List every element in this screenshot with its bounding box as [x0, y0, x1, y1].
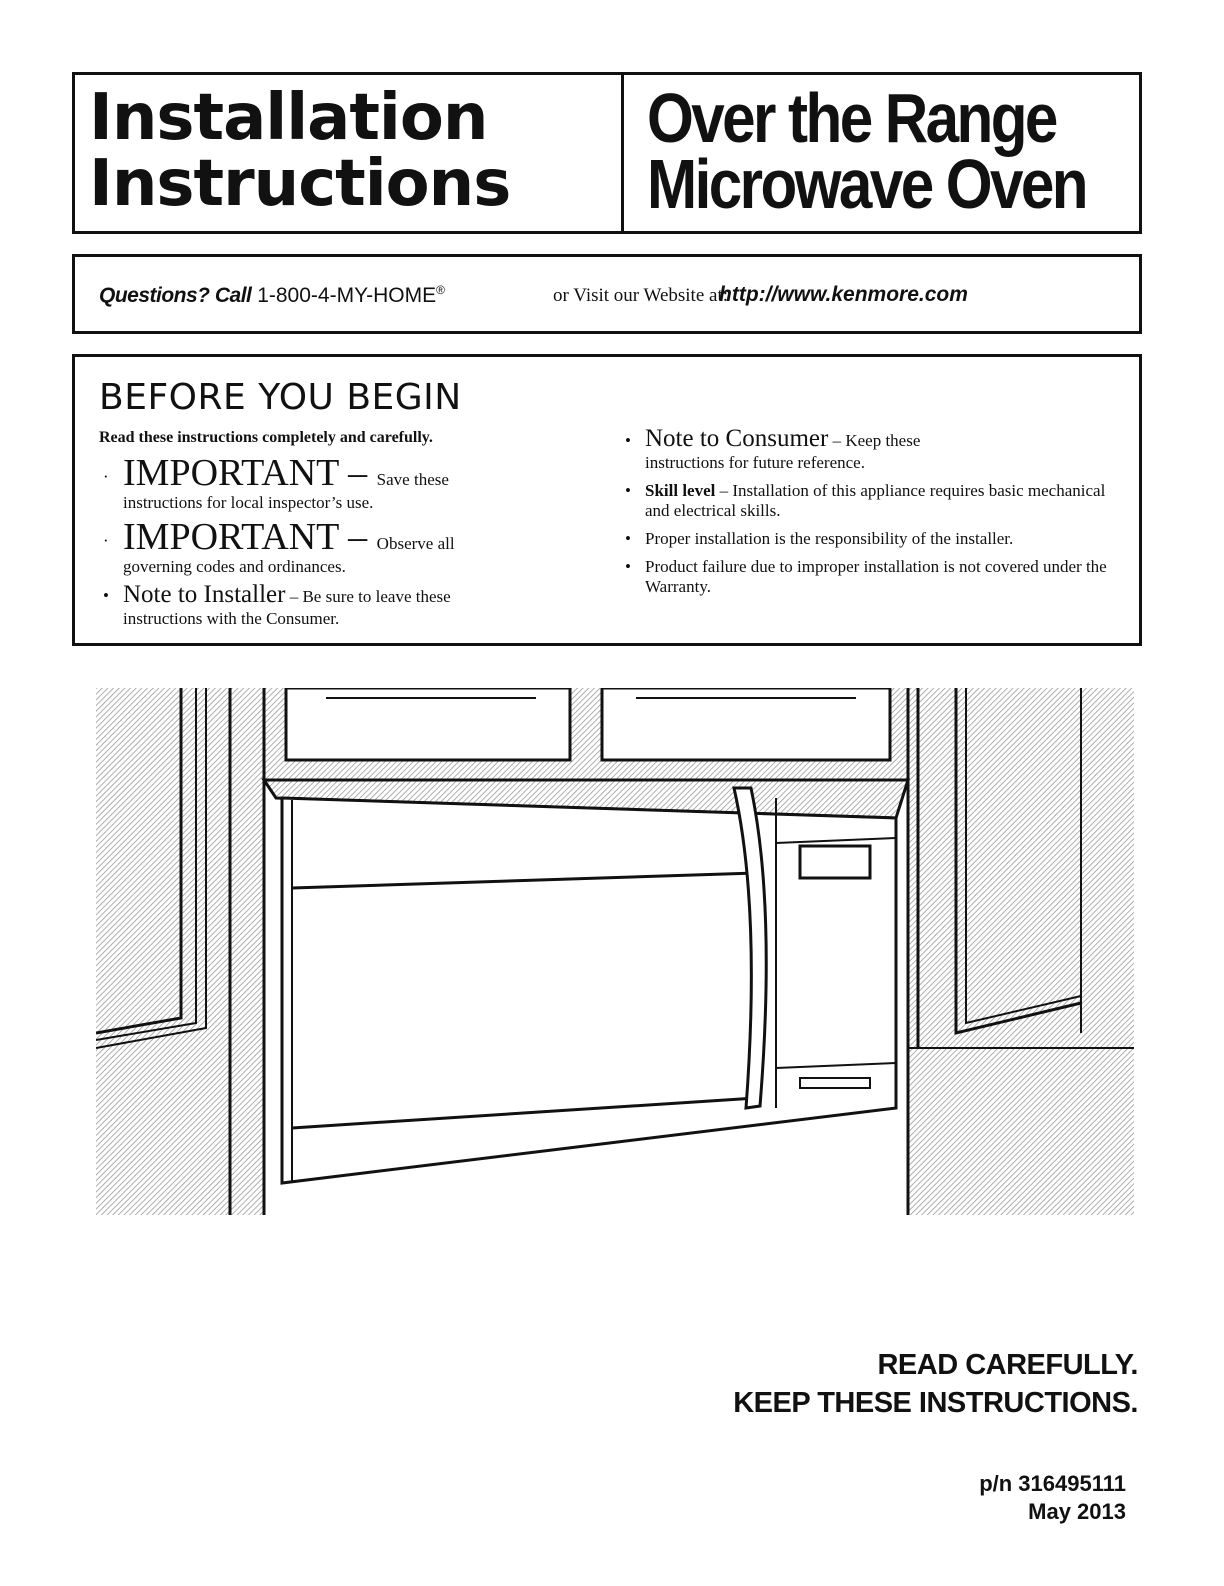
read-carefully-note: [733, 1346, 1138, 1422]
read-carefully-line: READ CAREFULLY.: [877, 1349, 1138, 1381]
registered-mark: ®: [436, 283, 445, 297]
publication-date: May 2013: [1028, 1499, 1126, 1524]
list-item: • Note to Consumer – Keep these instructions for future reference.: [625, 425, 921, 472]
list-item: · IMPORTANT – Observe all governing codes and ordinances.: [103, 516, 455, 576]
title-line-2: Instructions: [89, 147, 511, 221]
upper-cabinets: [264, 688, 908, 780]
right-cabinet: [908, 688, 1134, 1215]
document-title: [89, 81, 511, 221]
title-box: [72, 72, 1142, 234]
left-cabinet: [96, 688, 264, 1215]
product-title-line-2: Microwave Oven: [647, 145, 1086, 223]
bullet-icon: ·: [103, 531, 109, 550]
contact-phone-line: [99, 283, 445, 308]
contact-box: [72, 254, 1142, 334]
list-item: • Note to Installer – Be sure to leave these instructions with the Consumer.: [103, 581, 451, 628]
bullet-icon: •: [625, 431, 631, 450]
product-title: [647, 79, 1086, 223]
bullet-icon: •: [625, 481, 631, 500]
before-you-begin-box: [72, 354, 1142, 646]
title-divider: [621, 75, 624, 231]
title-line-1: Installation: [89, 81, 488, 155]
microwave-illustration: [96, 688, 1134, 1215]
section-lead: Read these instructions completely and carefully.: [99, 429, 433, 446]
bullet-icon: •: [103, 586, 109, 605]
visit-label: or Visit our Website at:: [553, 285, 728, 306]
bullet-icon: •: [625, 557, 631, 576]
part-number: p/n 316495111: [979, 1471, 1126, 1496]
bullet-icon: •: [625, 529, 631, 548]
list-item: • Skill level – Installation of this appliance requires basic mechanical and electrical skills.: [625, 481, 1106, 520]
list-item: · IMPORTANT – Save these instructions for local inspector’s use.: [103, 452, 449, 512]
website-link[interactable]: http://www.kenmore.com: [719, 283, 968, 306]
phone-number: 1-800-4-MY-HOME: [257, 284, 437, 307]
keep-instructions-line: KEEP THESE INSTRUCTIONS.: [733, 1387, 1138, 1419]
list-item: • Proper installation is the responsibility of the installer.: [625, 529, 1014, 548]
product-title-line-1: Over the Range: [647, 79, 1056, 157]
section-heading: BEFORE YOU BEGIN: [99, 377, 462, 418]
right-column: [621, 425, 1121, 597]
part-number-block: [979, 1470, 1126, 1526]
questions-label: Questions? Call: [99, 284, 252, 307]
list-item: • Product failure due to improper installation is not covered under the Warranty.: [625, 557, 1107, 596]
bullet-icon: ·: [103, 467, 109, 486]
left-column: [99, 453, 549, 629]
